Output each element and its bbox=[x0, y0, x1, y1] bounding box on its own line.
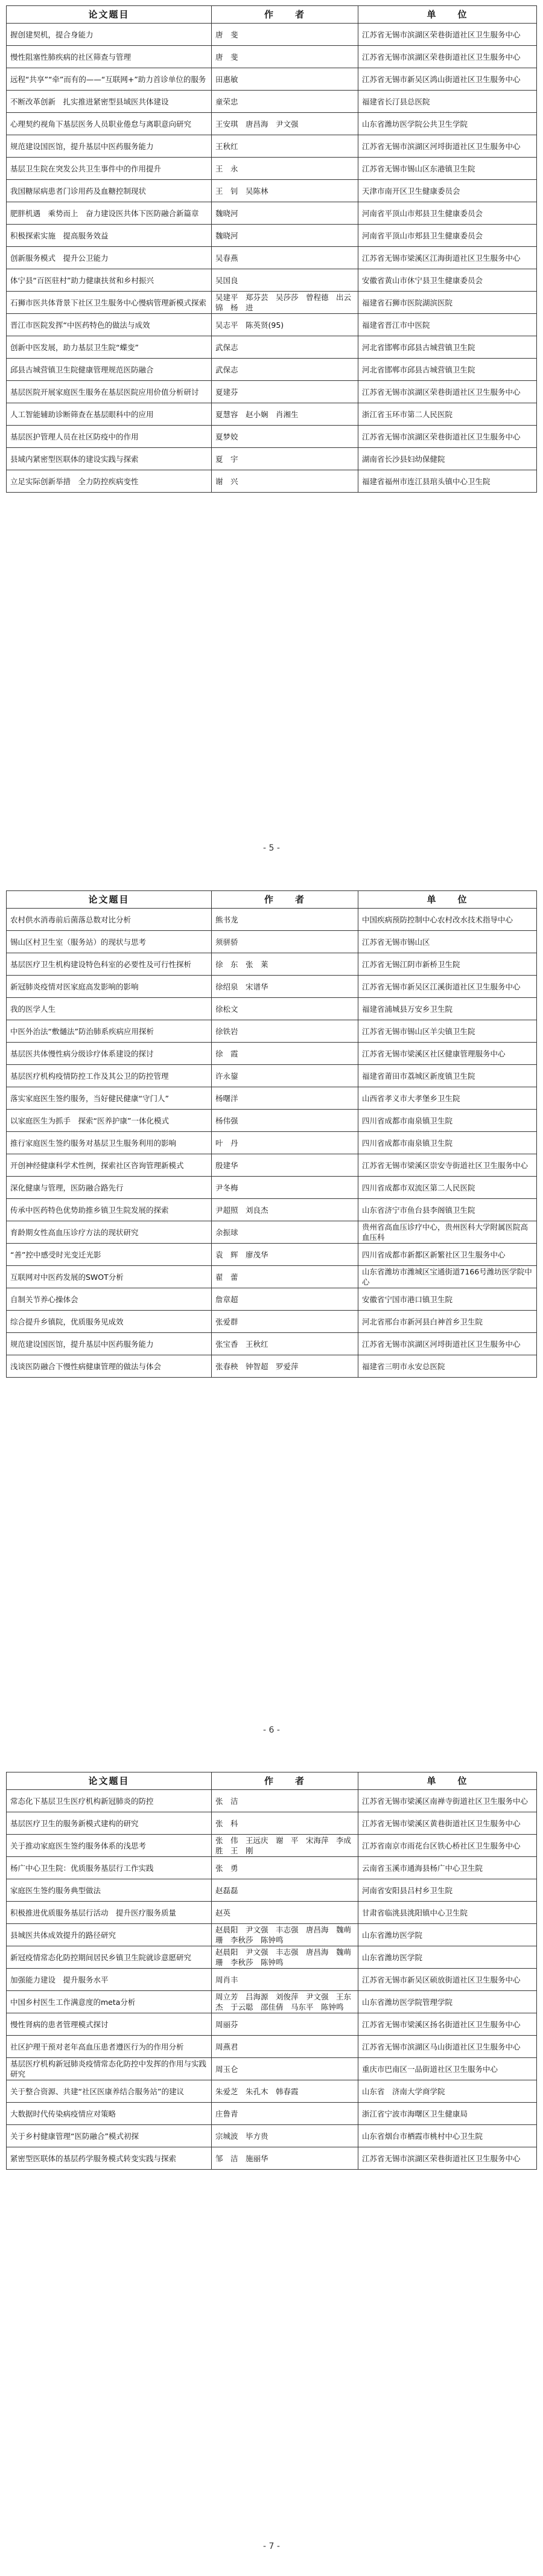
paper-authors: 王 永 bbox=[212, 158, 358, 180]
paper-table bbox=[6, 890, 537, 1378]
paper-unit: 山东省潍坊医学院 bbox=[358, 1946, 537, 1969]
paper-authors: 余振球 bbox=[212, 1221, 358, 1244]
table-row bbox=[7, 24, 537, 46]
header-unit: 单 位 bbox=[358, 1772, 537, 1790]
paper-unit: 甘肃省临洮县洮阳镇中心卫生院 bbox=[358, 1902, 537, 1924]
header-author: 作 者 bbox=[212, 1772, 358, 1790]
paper-authors: 徐 霞 bbox=[212, 1043, 358, 1065]
table-row bbox=[7, 976, 537, 998]
paper-authors: 谢 兴 bbox=[212, 470, 358, 493]
paper-title: 加强能力建设 提升服务水平 bbox=[7, 1969, 212, 1991]
table-row bbox=[7, 2013, 537, 2036]
table-row bbox=[7, 1221, 537, 1244]
header-title: 论文题目 bbox=[7, 6, 212, 24]
paper-unit: 山东省潍坊医学院公共卫生学院 bbox=[358, 113, 537, 135]
paper-unit: 江苏省无锡市锡山区羊尖镇卫生院 bbox=[358, 1020, 537, 1043]
table-row bbox=[7, 1154, 537, 1177]
table-row bbox=[7, 1043, 537, 1065]
paper-title: 基层医疗卫生的服务新模式建构的研究 bbox=[7, 1812, 212, 1835]
paper-title: 基层医护管理人员在社区防疫中的作用 bbox=[7, 426, 212, 448]
table-row bbox=[7, 1969, 537, 1991]
paper-unit: 湖南省长沙县妇幼保健院 bbox=[358, 448, 537, 470]
table-row bbox=[7, 225, 537, 247]
paper-title: 基层医疗卫生机构建设特色科室的必要性及可行性探析 bbox=[7, 953, 212, 976]
paper-title: 推行家庭医生签约服务对基层卫生服务利用的影响 bbox=[7, 1132, 212, 1154]
paper-title: 基层卫生院在突发公共卫生事件中的作用提升 bbox=[7, 158, 212, 180]
paper-title: 互联网对中医药发展的SWOT分析 bbox=[7, 1266, 212, 1288]
paper-unit: 江苏省无锡市梁溪区崇安寺街道社区卫生服务中心 bbox=[358, 1154, 537, 1177]
paper-title: 落实家庭医生签约服务，当好健民健康“守门人” bbox=[7, 1087, 212, 1110]
table-row bbox=[7, 1020, 537, 1043]
table-row bbox=[7, 269, 537, 292]
paper-unit: 江苏省无锡市梁溪区黄巷街道社区卫生服务中心 bbox=[358, 1812, 537, 1835]
paper-authors: 邹 洁 施丽华 bbox=[212, 2147, 358, 2170]
table-row bbox=[7, 403, 537, 426]
paper-title: 大数据时代传染病疫情应对策略 bbox=[7, 2103, 212, 2125]
paper-unit: 山东省济宁市鱼台县李阁镇卫生院 bbox=[358, 1199, 537, 1221]
table-row bbox=[7, 1835, 537, 1857]
paper-authors: 许永鋆 bbox=[212, 1065, 358, 1087]
paper-title: 创新服务模式 提升公卫能力 bbox=[7, 247, 212, 269]
paper-unit: 天津市南开区卫生健康委员会 bbox=[358, 180, 537, 202]
paper-title: 规范建设国医馆，提升基层中医药服务能力 bbox=[7, 135, 212, 158]
paper-unit: 江苏省南京市雨花台区铁心桥社区卫生服务中心 bbox=[358, 1835, 537, 1857]
paper-authors: 唐 斐 bbox=[212, 24, 358, 46]
table-row bbox=[7, 314, 537, 336]
paper-title: 基层医疗机构疫情防控工作及其公卫的防控管理 bbox=[7, 1065, 212, 1087]
table-row bbox=[7, 1879, 537, 1902]
table-row bbox=[7, 2036, 537, 2058]
paper-authors: 夏 宇 bbox=[212, 448, 358, 470]
table-row bbox=[7, 1244, 537, 1266]
paper-unit: 河南省平顶山市郏县卫生健康委员会 bbox=[358, 225, 537, 247]
header-unit: 单 位 bbox=[358, 891, 537, 909]
paper-unit: 河北省邯郸市邱县古城营镇卫生院 bbox=[358, 359, 537, 381]
paper-title: 常态化下基层卫生医疗机构新冠肺炎的防控 bbox=[7, 1790, 212, 1812]
table-row bbox=[7, 1333, 537, 1355]
paper-title: 自制关节养心操体会 bbox=[7, 1288, 212, 1311]
paper-unit: 江苏省无锡市滨湖区荣巷街道社区卫生服务中心 bbox=[358, 426, 537, 448]
paper-unit: 山东省潍坊医学院 bbox=[358, 1924, 537, 1946]
paper-title: 积极探索实施 提高服务效益 bbox=[7, 225, 212, 247]
paper-authors: 周肖丰 bbox=[212, 1969, 358, 1991]
paper-unit: 山东省潍坊医学院管理学院 bbox=[358, 1991, 537, 2013]
table-row bbox=[7, 1065, 537, 1087]
table-row bbox=[7, 202, 537, 225]
table-row bbox=[7, 292, 537, 314]
paper-title: 心理契约视角下基层医务人员职业倦怠与离职意向研究 bbox=[7, 113, 212, 135]
paper-authors: 周燕君 bbox=[212, 2036, 358, 2058]
table-header-row bbox=[7, 1772, 537, 1790]
paper-unit: 贵州省高血压诊疗中心，贵州医科大学附属医院高血压科 bbox=[358, 1221, 537, 1244]
table-row bbox=[7, 91, 537, 113]
page-number: - 5 - bbox=[263, 843, 280, 853]
paper-authors: 吴志平 陈英贤(95) bbox=[212, 314, 358, 336]
table-row bbox=[7, 1790, 537, 1812]
paper-title: 锡山区村卫生室（服务站）的现状与思考 bbox=[7, 931, 212, 953]
paper-authors: 夏慧容 赵小娴 肖湘生 bbox=[212, 403, 358, 426]
paper-unit: 江苏省无锡市滨湖区马山街道社区卫生服务中心 bbox=[358, 2036, 537, 2058]
paper-unit: 福建省三明市永安总医院 bbox=[358, 1355, 537, 1378]
paper-title: 县城医共体成效提升的路径研究 bbox=[7, 1924, 212, 1946]
paper-unit: 河北省邯郸市邱县古城营镇卫生院 bbox=[358, 336, 537, 359]
paper-authors: 徐铁岩 bbox=[212, 1020, 358, 1043]
paper-unit: 江苏省无锡市新吴区硕放街道社区卫生服务中心 bbox=[358, 1969, 537, 1991]
paper-authors: 徐绍泉 宋谱华 bbox=[212, 976, 358, 998]
table-header-row bbox=[7, 6, 537, 24]
table-row bbox=[7, 1199, 537, 1221]
paper-title: 肥胖机遇 乘势而上 奋力建设医共体下医防融合新篇章 bbox=[7, 202, 212, 225]
paper-unit: 河南省安阳县吕村乡卫生院 bbox=[358, 1879, 537, 1902]
table-row bbox=[7, 931, 537, 953]
paper-title: 深化健康与管理，医防融合路先行 bbox=[7, 1177, 212, 1199]
paper-authors: 赵晨阳 尹文强 丰志强 唐昌海 魏萌珊 李秋莎 陈钟鸣 bbox=[212, 1924, 358, 1946]
paper-authors: 杨曙洋 bbox=[212, 1087, 358, 1110]
table-page-6 bbox=[6, 890, 537, 1378]
table-row bbox=[7, 336, 537, 359]
header-author: 作 者 bbox=[212, 891, 358, 909]
paper-title: 新冠肺炎疫情对医家庭高发影响的影响 bbox=[7, 976, 212, 998]
paper-title: 体宁县“百医驻村”助力健康扶贫和乡村振兴 bbox=[7, 269, 212, 292]
table-row bbox=[7, 46, 537, 68]
paper-authors: 吴建平 郑芬芸 吴莎莎 曾程德 出云锦 杨 进 bbox=[212, 292, 358, 314]
table-row bbox=[7, 180, 537, 202]
paper-authors: 张 勇 bbox=[212, 1857, 358, 1879]
table-page-5 bbox=[6, 5, 537, 493]
paper-unit: 福建省石狮市医院湖滨医院 bbox=[358, 292, 537, 314]
paper-title: 传承中医药特色优势助推乡镇卫生院发展的探索 bbox=[7, 1199, 212, 1221]
table-row bbox=[7, 1266, 537, 1288]
paper-title: 石狮市医共体背景下社区卫生服务中心慢病管理新模式探索 bbox=[7, 292, 212, 314]
header-title: 论文题目 bbox=[7, 891, 212, 909]
table-row bbox=[7, 247, 537, 269]
paper-unit: 江苏省无锡市滨湖区荣巷街道社区卫生服务中心 bbox=[358, 24, 537, 46]
paper-unit: 江苏省无锡市滨湖区荣巷街道社区卫生服务中心 bbox=[358, 381, 537, 403]
table-row bbox=[7, 448, 537, 470]
paper-unit: 四川省成都市南泉镇卫生院 bbox=[358, 1132, 537, 1154]
paper-authors: 吴春燕 bbox=[212, 247, 358, 269]
header-author: 作 者 bbox=[212, 6, 358, 24]
paper-unit: 江苏省无锡市新吴区江溪街道社区卫生服务中心 bbox=[358, 976, 537, 998]
paper-unit: 四川省成都市新都区新繁社区卫生服务中心 bbox=[358, 1244, 537, 1266]
paper-unit: 四川省成都市双流区第二人民医院 bbox=[358, 1177, 537, 1199]
paper-title: 家庭医生签约服务典型做法 bbox=[7, 1879, 212, 1902]
paper-title: 农村供水消毒前后菌落总数对比分析 bbox=[7, 909, 212, 931]
paper-unit: 山东省烟台市栖霞市桃村中心卫生院 bbox=[358, 2125, 537, 2147]
paper-authors: 赵晨阳 尹文强 丰志强 唐昌海 魏萌珊 李秋莎 陈钟鸣 bbox=[212, 1946, 358, 1969]
paper-unit: 江苏省无锡市滨湖区河埒街道社区卫生服务中心 bbox=[358, 1333, 537, 1355]
paper-authors: 王 钊 吴陈林 bbox=[212, 180, 358, 202]
table-row bbox=[7, 68, 537, 91]
paper-unit: 浙江省宁波市海曙区卫生健康局 bbox=[358, 2103, 537, 2125]
table-row bbox=[7, 359, 537, 381]
paper-unit: 河北省邢台市新河县白神首乡卫生院 bbox=[358, 1311, 537, 1333]
page-number: - 6 - bbox=[263, 1725, 280, 1735]
paper-authors: 张 洁 bbox=[212, 1790, 358, 1812]
table-row bbox=[7, 1355, 537, 1378]
table-row bbox=[7, 2125, 537, 2147]
paper-title: 积极推进优质服务基层行活动 提升医疗服务质量 bbox=[7, 1902, 212, 1924]
paper-authors: 叶 丹 bbox=[212, 1132, 358, 1154]
paper-unit: 四川省成都市南泉镇卫生院 bbox=[358, 1110, 537, 1132]
paper-unit: 福建省晋江市中医院 bbox=[358, 314, 537, 336]
paper-authors: 詹章超 bbox=[212, 1288, 358, 1311]
table-row bbox=[7, 1311, 537, 1333]
paper-title: 县域内紧密型医联体的建设实践与探索 bbox=[7, 448, 212, 470]
table-row bbox=[7, 381, 537, 403]
paper-authors: 袁 辉 廖茂华 bbox=[212, 1244, 358, 1266]
paper-unit: 中国疾病预防控制中心农村改水技术指导中心 bbox=[358, 909, 537, 931]
table-row bbox=[7, 1812, 537, 1835]
paper-unit: 江苏省无锡市滨湖区荣巷街道社区卫生服务中心 bbox=[358, 46, 537, 68]
paper-unit: 山东省潍坊市潍城区宝通街道7166号潍坊医学院中心 bbox=[358, 1266, 537, 1288]
table-page-7 bbox=[6, 1772, 537, 2170]
page-number: - 7 - bbox=[263, 2542, 280, 2551]
table-row bbox=[7, 1110, 537, 1132]
paper-authors: 周立芳 吕海源 刘俊萍 尹文强 王东杰 于云聪 邵佳倩 马东平 陈钟鸣 bbox=[212, 1991, 358, 2013]
paper-title: 我的医学人生 bbox=[7, 998, 212, 1020]
paper-unit: 重庆市巴南区一品街道社区卫生服务中心 bbox=[358, 2058, 537, 2080]
table-row bbox=[7, 1288, 537, 1311]
table-row bbox=[7, 426, 537, 448]
paper-authors: 田惠敏 bbox=[212, 68, 358, 91]
paper-unit: 安徽省宁国市港口镇卫生院 bbox=[358, 1288, 537, 1311]
paper-unit: 江苏省无锡市锡山区 bbox=[358, 931, 537, 953]
paper-title: 邱县古城营镇卫生院健康管理规范医防融合 bbox=[7, 359, 212, 381]
table-row bbox=[7, 1924, 537, 1946]
paper-unit: 江苏省无锡市梁溪区社区健康管理服务中心 bbox=[358, 1043, 537, 1065]
table-row bbox=[7, 1087, 537, 1110]
paper-table bbox=[6, 5, 537, 493]
table-row bbox=[7, 1991, 537, 2013]
paper-title: 社区护理干预对老年高血压患者遵医行为的作用分析 bbox=[7, 2036, 212, 2058]
paper-title: 关于乡村健康管理“医防融合”模式初探 bbox=[7, 2125, 212, 2147]
table-row bbox=[7, 909, 537, 931]
table-row bbox=[7, 135, 537, 158]
paper-authors: 徐松文 bbox=[212, 998, 358, 1020]
paper-unit: 江苏省无锡江阴市新桥卫生院 bbox=[358, 953, 537, 976]
paper-authors: 尹冬梅 bbox=[212, 1177, 358, 1199]
paper-authors: 翟 蕾 bbox=[212, 1266, 358, 1288]
paper-title: 人工智能辅助诊断筛查在基层眼科中的应用 bbox=[7, 403, 212, 426]
paper-title: 关于推动家庭医生签约服务体系的浅思考 bbox=[7, 1835, 212, 1857]
paper-title: 不断改革创新 扎实推进紧密型县域医共体建设 bbox=[7, 91, 212, 113]
table-row bbox=[7, 158, 537, 180]
paper-authors: 夏建芬 bbox=[212, 381, 358, 403]
paper-unit: 江苏省无锡市新吴区鸿山街道社区卫生服务中心 bbox=[358, 68, 537, 91]
table-row bbox=[7, 1946, 537, 1969]
paper-unit: 福建省福州市连江县琯头镇中心卫生院 bbox=[358, 470, 537, 493]
paper-authors: 熊书龙 bbox=[212, 909, 358, 931]
paper-authors: 童荣忠 bbox=[212, 91, 358, 113]
table-row bbox=[7, 113, 537, 135]
paper-title: 创新中医发展，助力基层卫生院“蝶变” bbox=[7, 336, 212, 359]
paper-title: 中国乡村医生工作满意度的meta分析 bbox=[7, 1991, 212, 2013]
paper-unit: 江苏省无锡市滨湖区河埒街道社区卫生服务中心 bbox=[358, 135, 537, 158]
paper-unit: 江苏省无锡市梁溪区扬名街道社区卫生服务中心 bbox=[358, 2013, 537, 2036]
paper-title: 我国糖尿病患者门诊用药及血糖控制现状 bbox=[7, 180, 212, 202]
table-row bbox=[7, 2058, 537, 2080]
paper-authors: 徐 东 张 莱 bbox=[212, 953, 358, 976]
paper-unit: 安徽省黄山市休宁县卫生健康委员会 bbox=[358, 269, 537, 292]
paper-unit: 江苏省无锡市滨湖区荣巷街道社区卫生服务中心 bbox=[358, 2147, 537, 2170]
paper-authors: 吴国良 bbox=[212, 269, 358, 292]
paper-authors: 唐 斐 bbox=[212, 46, 358, 68]
paper-authors: 武保志 bbox=[212, 336, 358, 359]
paper-title: 慢性阻塞性肺疾病的社区筛查与管理 bbox=[7, 46, 212, 68]
paper-unit: 福建省长汀县总医院 bbox=[358, 91, 537, 113]
table-row bbox=[7, 1177, 537, 1199]
paper-unit: 山西省孝义市大孝堡乡卫生院 bbox=[358, 1087, 537, 1110]
paper-authors: 赵英 bbox=[212, 1902, 358, 1924]
paper-title: 综合提升乡镇院，优质服务见成效 bbox=[7, 1311, 212, 1333]
paper-title: “善”控中感受时光变迁光影 bbox=[7, 1244, 212, 1266]
paper-authors: 朱爱芝 朱孔木 韩春霞 bbox=[212, 2080, 358, 2103]
paper-title: 远程“共享”“牵”而有的——“互联网+”助力首诊单位的服务 bbox=[7, 68, 212, 91]
paper-title: 杨广中心卫生院：优质服务基层行工作实践 bbox=[7, 1857, 212, 1879]
table-row bbox=[7, 1132, 537, 1154]
table-header-row bbox=[7, 891, 537, 909]
paper-authors: 庄鲁青 bbox=[212, 2103, 358, 2125]
paper-title: 立足实际创新举措 全力防控疾病变性 bbox=[7, 470, 212, 493]
paper-title: 关于整合资源、共建“社区医康养结合服务站”的建议 bbox=[7, 2080, 212, 2103]
paper-unit: 河南省平顶山市郏县卫生健康委员会 bbox=[358, 202, 537, 225]
paper-authors: 殷建华 bbox=[212, 1154, 358, 1177]
paper-authors: 杨伟强 bbox=[212, 1110, 358, 1132]
paper-authors: 张爱群 bbox=[212, 1311, 358, 1333]
paper-authors: 张宝香 王秋红 bbox=[212, 1333, 358, 1355]
paper-authors: 张春秧 钟智超 罗爱萍 bbox=[212, 1355, 358, 1378]
header-unit: 单 位 bbox=[358, 6, 537, 24]
paper-authors: 须骈骄 bbox=[212, 931, 358, 953]
paper-title: 新冠疫情常态化防控期间居民乡镇卫生院就诊意愿研究 bbox=[7, 1946, 212, 1969]
paper-authors: 魏晓河 bbox=[212, 202, 358, 225]
paper-authors: 周玉仑 bbox=[212, 2058, 358, 2080]
table-row bbox=[7, 2147, 537, 2170]
header-title: 论文题目 bbox=[7, 1772, 212, 1790]
paper-unit: 福建省莆田市荔城区新度镇卫生院 bbox=[358, 1065, 537, 1087]
table-row bbox=[7, 2103, 537, 2125]
paper-authors: 张 伟 王远庆 谢 平 宋海萍 李成胜 王 刚 bbox=[212, 1835, 358, 1857]
paper-title: 中医外治法“敷熥法”防治肺系疾病应用探析 bbox=[7, 1020, 212, 1043]
table-row bbox=[7, 953, 537, 976]
table-row bbox=[7, 470, 537, 493]
paper-unit: 山东省 济南大学商学院 bbox=[358, 2080, 537, 2103]
paper-authors: 周丽芬 bbox=[212, 2013, 358, 2036]
paper-title: 慢性肾病的患者管理模式探讨 bbox=[7, 2013, 212, 2036]
table-row bbox=[7, 1857, 537, 1879]
paper-authors: 尹超照 刘良杰 bbox=[212, 1199, 358, 1221]
paper-title: 基层医院开展家庭医生服务在基层医院应用价值分析研讨 bbox=[7, 381, 212, 403]
paper-authors: 王安琪 唐昌海 尹文强 bbox=[212, 113, 358, 135]
paper-unit: 云南省玉溪市通海县杨广中心卫生院 bbox=[358, 1857, 537, 1879]
paper-unit: 江苏省无锡市梁溪区南禅寺街道社区卫生服务中心 bbox=[358, 1790, 537, 1812]
paper-authors: 魏晓河 bbox=[212, 225, 358, 247]
paper-title: 开创神经健康科学术性例，探索社区咨询管理新模式 bbox=[7, 1154, 212, 1177]
table-row bbox=[7, 2080, 537, 2103]
paper-table bbox=[6, 1772, 537, 2170]
paper-title: 以家庭医生为抓手 探索“医养护康”一体化模式 bbox=[7, 1110, 212, 1132]
paper-authors: 武保志 bbox=[212, 359, 358, 381]
paper-unit: 江苏省无锡市锡山区东港镇卫生院 bbox=[358, 158, 537, 180]
paper-title: 紧密型医联体的基层药学服务模式转变实践与探索 bbox=[7, 2147, 212, 2170]
table-row bbox=[7, 1902, 537, 1924]
paper-title: 规范建设国医馆，提升基层中医药服务能力 bbox=[7, 1333, 212, 1355]
paper-unit: 江苏省无锡市梁溪区江海街道社区卫生服务中心 bbox=[358, 247, 537, 269]
paper-authors: 赵磊磊 bbox=[212, 1879, 358, 1902]
paper-title: 基层医疗机构新冠肺炎疫情常态化防控中发挥的作用与实践研究 bbox=[7, 2058, 212, 2080]
paper-title: 基层医共体慢性病分级诊疗体系建设的探讨 bbox=[7, 1043, 212, 1065]
paper-authors: 夏梦姣 bbox=[212, 426, 358, 448]
paper-unit: 福建省浦城县万安乡卫生院 bbox=[358, 998, 537, 1020]
table-row bbox=[7, 998, 537, 1020]
paper-authors: 张 科 bbox=[212, 1812, 358, 1835]
paper-title: 育龄期女性高血压诊疗方法的现状研究 bbox=[7, 1221, 212, 1244]
paper-unit: 浙江省玉环市第二人民医院 bbox=[358, 403, 537, 426]
paper-authors: 宗城波 毕方贵 bbox=[212, 2125, 358, 2147]
paper-title: 浅谈医防融合下慢性病健康管理的做法与体会 bbox=[7, 1355, 212, 1378]
paper-title: 晋江市医院发挥“中医药特色的做法与成效 bbox=[7, 314, 212, 336]
paper-authors: 王秋红 bbox=[212, 135, 358, 158]
paper-title: 握创建契机，提合身能力 bbox=[7, 24, 212, 46]
